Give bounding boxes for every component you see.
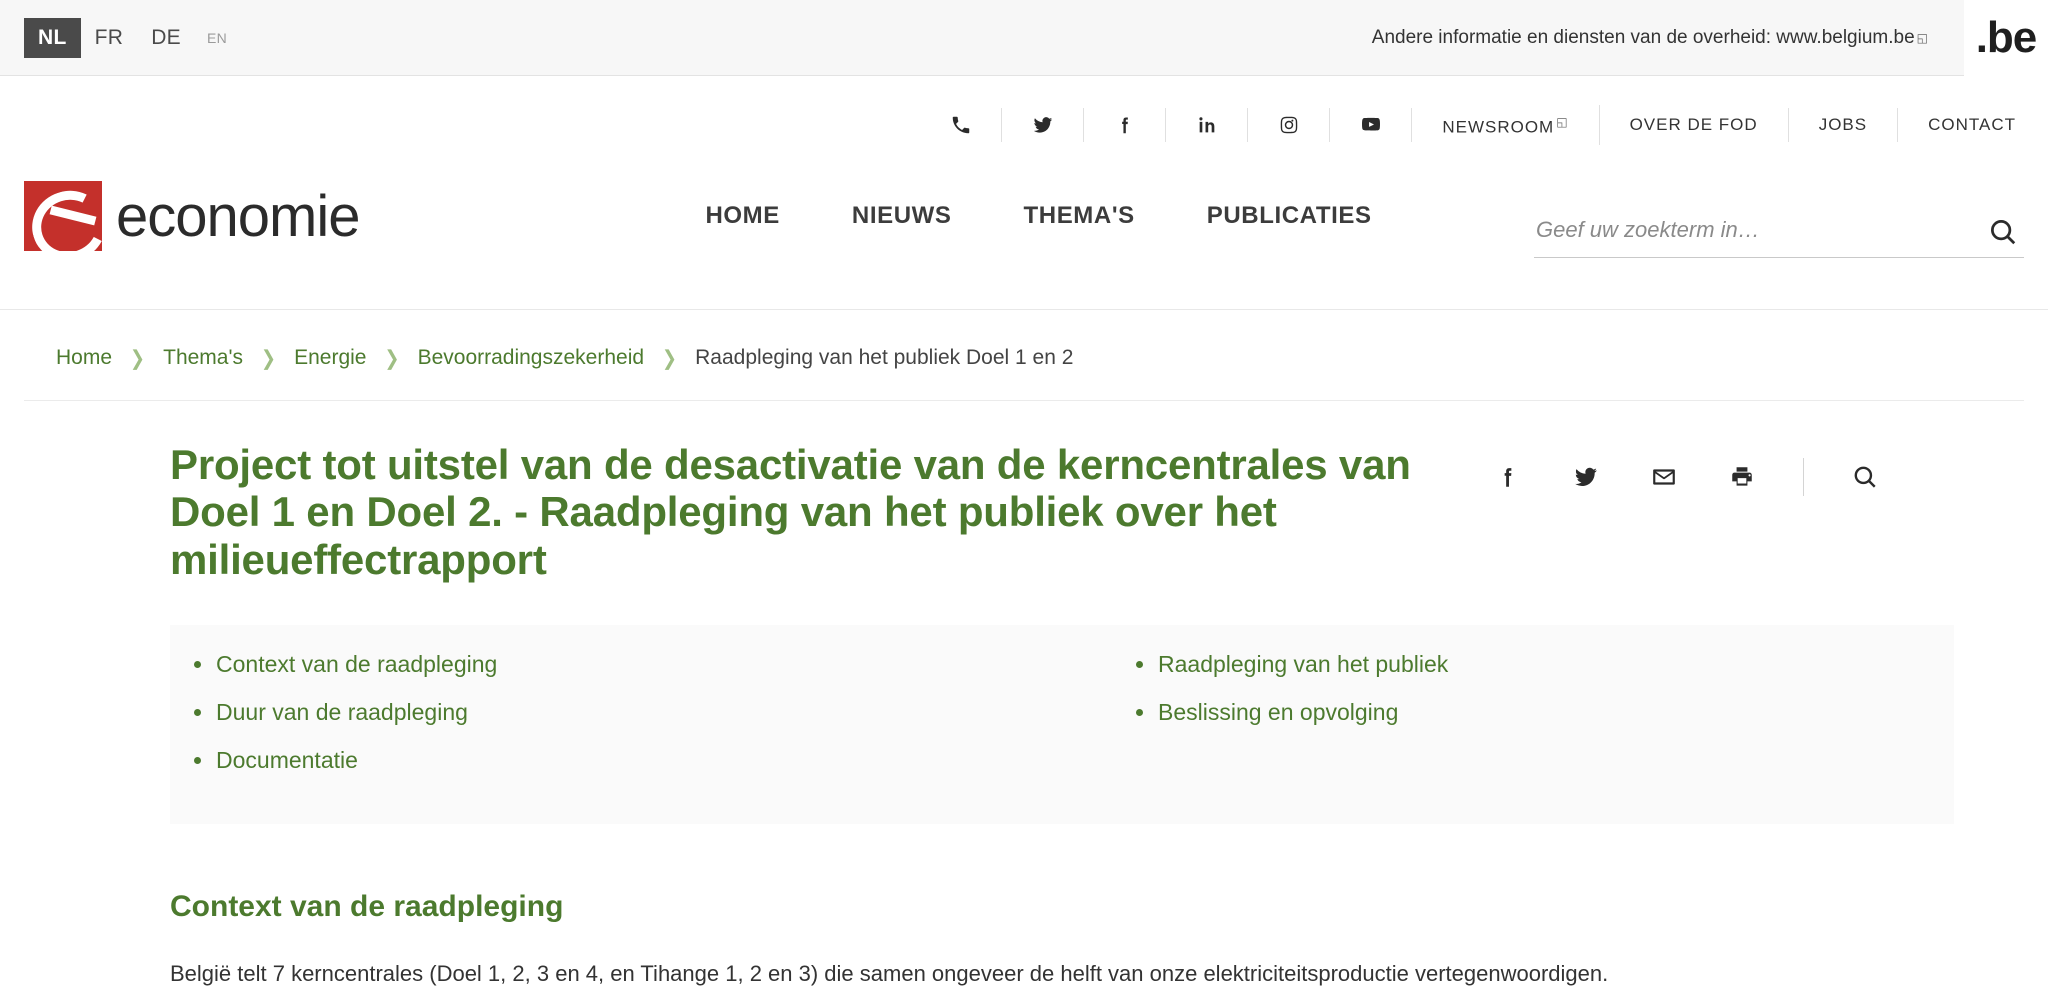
youtube-icon[interactable]: [1330, 108, 1412, 142]
facebook-icon[interactable]: [1084, 108, 1166, 142]
toc-column-left: [170, 651, 1062, 794]
external-link-icon: ◱: [1916, 30, 1928, 45]
article: [24, 401, 2024, 990]
toc-link-raadpleging[interactable]: Raadpleging van het publiek: [1158, 651, 1449, 678]
breadcrumb-item-home[interactable]: Home: [56, 346, 113, 369]
header-search: [1534, 213, 2024, 258]
external-link-icon: ◱: [1556, 115, 1569, 130]
instagram-icon[interactable]: [1248, 108, 1330, 142]
utility-link-jobs[interactable]: JOBS: [1789, 108, 1898, 142]
breadcrumb-item-bevoorradingszekerheid[interactable]: Bevoorradingszekerheid: [417, 346, 645, 369]
article-header: [170, 441, 2024, 583]
utility-links: [1412, 105, 2024, 145]
share-toolbar: [1469, 441, 2024, 499]
language-fr[interactable]: FR: [94, 25, 124, 49]
utility-link-newsroom[interactable]: [1412, 105, 1599, 145]
utility-link-contact[interactable]: CONTACT: [1928, 115, 2016, 134]
site-logo[interactable]: [24, 178, 359, 254]
economie-logo-icon: [24, 181, 102, 251]
nav-item-publicaties[interactable]: PUBLICATIES: [1206, 202, 1372, 229]
section-paragraph: België telt 7 kerncentrales (Doel 1, 2, 3 en 4, en Tihange 1, 2 en 3) die samen ongeveer de helft van onze elektriciteitsproductie vertegenwoordigen.: [170, 961, 1609, 987]
language-switcher: [24, 18, 241, 58]
search-submit-button[interactable]: [1978, 217, 2024, 247]
language-de[interactable]: DE: [151, 25, 181, 49]
language-nl[interactable]: NL: [24, 18, 81, 58]
article-search-icon[interactable]: [1826, 455, 1904, 499]
chevron-right-icon: ❯: [261, 345, 277, 369]
header-main-row: [24, 156, 2024, 276]
chevron-right-icon: ❯: [384, 345, 400, 369]
section-title-context: Context van de raadpleging: [170, 890, 564, 924]
government-info: [1372, 0, 2048, 76]
site-logo-text: economie: [116, 183, 360, 249]
toc-link-context[interactable]: Context van de raadpleging: [216, 651, 498, 678]
chevron-right-icon: ❯: [130, 345, 146, 369]
chevron-right-icon: ❯: [662, 345, 678, 369]
government-bar: [0, 0, 2048, 76]
search-input[interactable]: [1534, 213, 1978, 247]
social-links: [920, 108, 1412, 142]
toc-column-right: [1062, 651, 1954, 794]
list-item[interactable]: [180, 651, 1062, 679]
belgium-be-logo[interactable]: .be: [1964, 0, 2048, 76]
table-of-contents: [170, 625, 1954, 824]
toc-link-documentatie[interactable]: Documentatie: [216, 746, 358, 773]
breadcrumb-item-themas[interactable]: Thema's: [163, 346, 243, 369]
toc-link-duur[interactable]: Duur van de raadpleging: [216, 698, 468, 725]
share-facebook-icon[interactable]: [1469, 455, 1547, 499]
site-header: [0, 76, 2048, 310]
share-twitter-icon[interactable]: [1547, 455, 1625, 499]
list-item[interactable]: [1122, 651, 1954, 679]
language-en[interactable]: EN: [206, 29, 228, 46]
nav-item-home[interactable]: HOME: [705, 202, 780, 229]
breadcrumb-wrapper: [0, 310, 2048, 401]
list-item[interactable]: [180, 747, 1062, 775]
utility-link-over-de-fod[interactable]: OVER DE FOD: [1600, 108, 1789, 142]
breadcrumb-item-current: Raadpleging van het publiek Doel 1 en 2: [695, 346, 1074, 369]
phone-icon[interactable]: [920, 108, 1002, 142]
utility-link-newsroom-label: NEWSROOM: [1442, 117, 1555, 137]
twitter-icon[interactable]: [1002, 108, 1084, 142]
list-item[interactable]: [180, 699, 1062, 727]
list-item[interactable]: [1122, 699, 1954, 727]
page-title: Project tot uitstel van de desactivatie van de kerncentrales van Doel 1 en Doel 2. - Raadpleging van het publiek over het milieueffectrapport: [170, 441, 1411, 583]
main-navigation: [669, 202, 1407, 230]
main-content: [0, 401, 2048, 990]
government-info-text[interactable]: Andere informatie en diensten van de overheid: www.belgium.be: [1371, 26, 1915, 48]
share-email-icon[interactable]: [1625, 455, 1703, 499]
breadcrumb-item-energie[interactable]: Energie: [294, 346, 367, 369]
share-divider: [1803, 458, 1804, 496]
nav-item-themas[interactable]: THEMA'S: [1023, 202, 1135, 229]
linkedin-icon[interactable]: [1166, 108, 1248, 142]
breadcrumb: [24, 310, 2024, 401]
nav-item-nieuws[interactable]: NIEUWS: [851, 202, 952, 229]
toc-link-beslissing[interactable]: Beslissing en opvolging: [1158, 698, 1399, 725]
header-utility-row: [24, 76, 2024, 156]
share-print-icon[interactable]: [1703, 455, 1781, 499]
